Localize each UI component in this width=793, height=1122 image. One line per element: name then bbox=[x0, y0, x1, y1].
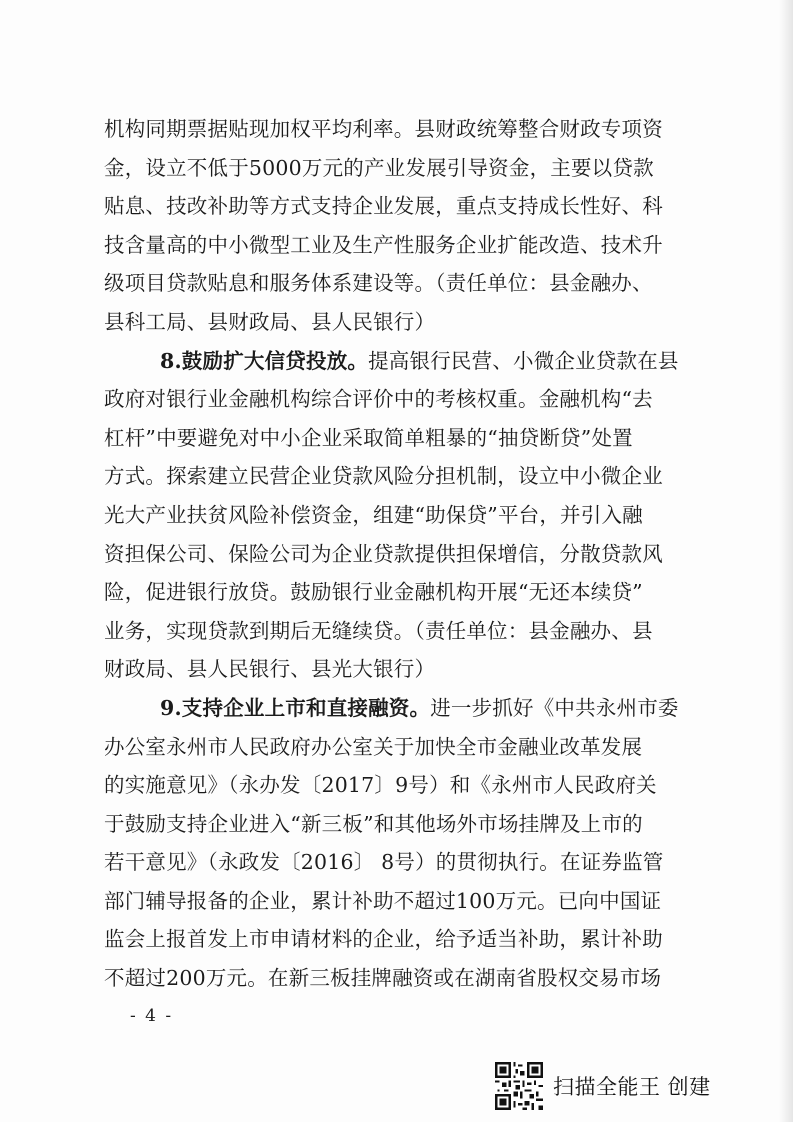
body-line: 贴息、技改补助等方式支持企业发展，重点支持成长性好、科 bbox=[104, 194, 663, 219]
body-line: 若干意见》（永政发〔2016〕 8号）的贯彻执行。在证券监管 bbox=[104, 850, 664, 875]
body-line: 险，促进银行放贷。鼓励银行业金融机构开展“无还本续贷” bbox=[104, 580, 643, 605]
body-line: 杠杆”中要避免对中小企业采取简单粗暴的“抽贷断贷”处置 bbox=[104, 425, 633, 450]
body-line: 资担保公司、保险公司为企业贷款提供担保增信，分散贷款风 bbox=[104, 541, 663, 566]
body-line: 部门辅导报备的企业，累计补助不超过100万元。已向中国证 bbox=[104, 888, 662, 913]
body-line: 县科工局、县财政局、县人民银行） bbox=[104, 309, 436, 334]
watermark-text: 扫描全能王 创建 bbox=[553, 1075, 711, 1099]
body-line: 办公室永州市人民政府办公室关于加快全市金融业改革发展 bbox=[104, 734, 643, 759]
body-line: 光大产业扶贫风险补偿资金，组建“助保贷”平台，并引入融 bbox=[104, 502, 643, 527]
body-line: 机构同期票据贴现加权平均利率。县财政统筹整合财政专项资 bbox=[104, 117, 663, 141]
body-line: 级项目贷款贴息和服务体系建设等。（责任单位：县金融办、 bbox=[104, 271, 653, 296]
qr-code-icon bbox=[495, 1062, 543, 1110]
body-line: 的实施意见》（永办发〔2017〕9号）和《永州市人民政府关 bbox=[104, 773, 657, 798]
body-line: 方式。探索建立民营企业贷款风险分担机制，设立中小微企业 bbox=[104, 464, 663, 489]
page-number: - 4 - bbox=[130, 1006, 174, 1026]
page-edge-shadow bbox=[779, 0, 793, 1122]
scanner-watermark bbox=[495, 1059, 711, 1113]
body-line: 监会上报首发上市申请材料的企业，给予适当补助，累计补助 bbox=[104, 927, 663, 952]
item-8-first-line bbox=[104, 342, 686, 381]
item-9-first-line bbox=[104, 689, 686, 728]
item-9-text: 进一步抓好《中共永州市委 bbox=[430, 695, 679, 720]
body-line: 技含量高的中小微型工业及生产性服务企业扩能改造、技术升 bbox=[104, 232, 663, 257]
body-line: 财政局、县人民银行、县光大银行） bbox=[104, 657, 436, 682]
body-line: 政府对银行业金融机构综合评价中的考核权重。金融机构“去 bbox=[104, 387, 653, 412]
body-line: 不超过200万元。在新三板挂牌融资或在湖南省股权交易市场 bbox=[104, 966, 662, 991]
body-line: 业务，实现贷款到期后无缝续贷。（责任单位：县金融办、县 bbox=[104, 618, 653, 643]
item-8-heading: 8.鼓励扩大信贷投放。 bbox=[160, 348, 369, 373]
item-9-heading: 9.支持企业上市和直接融资。 bbox=[160, 695, 431, 720]
document-body bbox=[104, 110, 686, 998]
body-line: 于鼓励支持企业进入“新三板”和其他场外市场挂牌及上市的 bbox=[104, 811, 643, 836]
body-line: 金，设立不低于5000万元的产业发展引导资金，主要以贷款 bbox=[104, 155, 654, 180]
item-8-text: 提高银行民营、小微企业贷款在县 bbox=[368, 348, 679, 373]
